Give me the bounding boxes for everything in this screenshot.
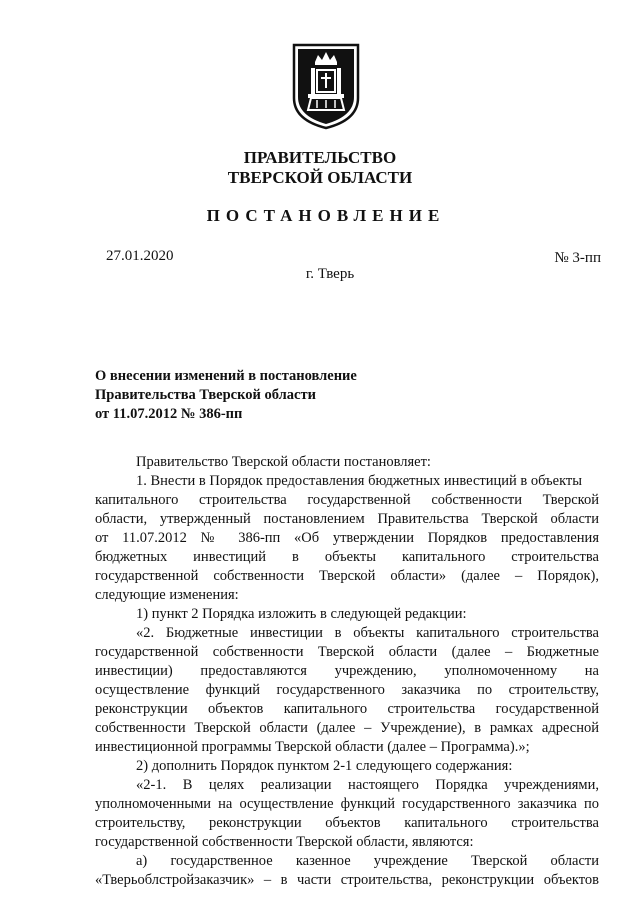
body-line: 2) дополнить Порядок пунктом 2-1 следующего содержания: [136, 758, 513, 774]
body-line: «2-1. В целях реализации настоящего Порядка учреждениями, [136, 777, 599, 793]
document-number: № 3-пп [554, 250, 601, 266]
document-city: г. Тверь [305, 266, 355, 282]
subject-line: О внесении изменений в постановление [95, 368, 357, 384]
document-date: 27.01.2020 [106, 248, 174, 264]
body-line: следующие изменения: [95, 587, 239, 603]
body-line: государственной собственности Тверской области, являются: [95, 834, 474, 850]
body-line: собственности Тверской области (далее – Учреждение), в рамках адресной [95, 720, 599, 736]
body-line: государственной собственности Тверской области» (далее – Порядок), [95, 568, 599, 584]
body-line: 1. Внести в Порядок предоставления бюджетных инвестиций в объекты [136, 473, 583, 489]
body-line: капитального строительства государственной собственности Тверской [95, 492, 599, 508]
subject-line: Правительства Тверской области [95, 387, 316, 403]
organization-name-line1: ПРАВИТЕЛЬСТВО [243, 148, 397, 167]
body-line: 1) пункт 2 Порядка изложить в следующей редакции: [136, 606, 467, 622]
organization-name-line2: ТВЕРСКОЙ ОБЛАСТИ [227, 168, 413, 187]
body-line: реконструкции объектов капитального строительства государственной [95, 701, 599, 717]
document-type-title: ПОСТАНОВЛЕНИЕ [206, 206, 446, 225]
body-line: осуществление функций государственного заказчика по строительству, [95, 682, 599, 698]
body-line: строительству, реконструкции объектов капитального строительства [95, 815, 599, 831]
body-line: инвестиции) предоставляются учреждению, уполномоченному на [95, 663, 599, 679]
subject-line: от 11.07.2012 № 386-пп [95, 406, 243, 422]
body-line: бюджетных инвестиций в объекты капитального строительства [95, 549, 599, 565]
body-line: государственной собственности Тверской области (далее – Бюджетные [95, 644, 599, 660]
body-line: уполномоченными на осуществление функций государственного заказчика по [95, 796, 599, 812]
body-line: Правительство Тверской области постановляет: [136, 454, 431, 470]
body-line: «Тверьоблстройзаказчик» – в части строительства, реконструкции объектов [95, 872, 599, 888]
body-line: «2. Бюджетные инвестиции в объекты капитального строительства [136, 625, 599, 641]
document-body [95, 453, 599, 890]
body-line: от 11.07.2012 № 386-пп «Об утверждении Порядков предоставления [95, 530, 599, 546]
tver-coat-of-arms-icon [291, 42, 361, 130]
body-line: инвестиционной программы Тверской области (далее – Программа).»; [95, 739, 530, 755]
body-line: области, утвержденный постановлением Правительства Тверской области [95, 511, 599, 527]
body-line: а) государственное казенное учреждение Тверской области [136, 853, 599, 869]
document-subject [95, 367, 357, 424]
